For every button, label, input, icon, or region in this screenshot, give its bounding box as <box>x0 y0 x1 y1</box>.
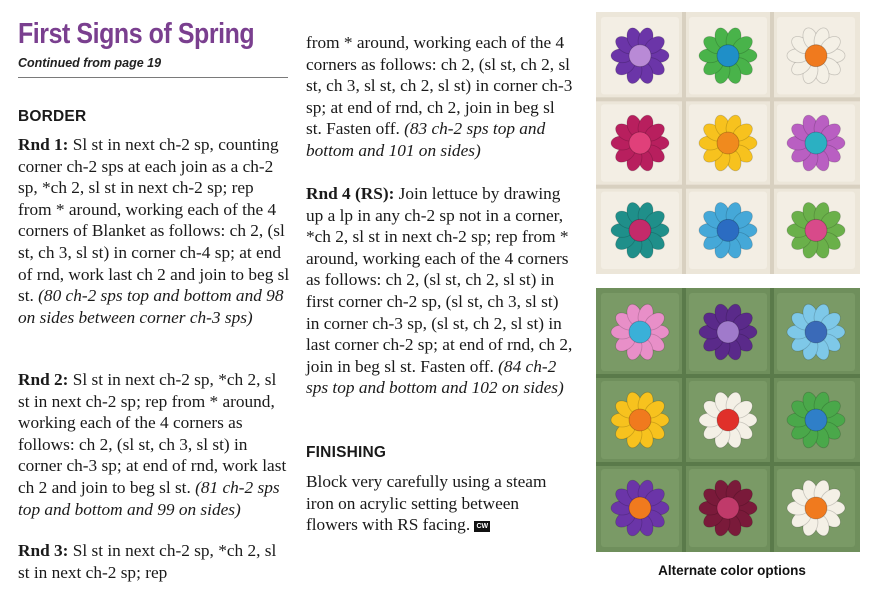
title-rule <box>18 77 288 78</box>
flower-center <box>717 409 739 431</box>
flower-motif <box>777 104 855 181</box>
flower-motif <box>601 192 679 269</box>
flower-motif <box>601 381 679 459</box>
flower-center <box>805 132 827 154</box>
flower-motif <box>689 293 767 371</box>
seam <box>596 462 860 466</box>
seam <box>682 12 686 274</box>
seam <box>596 97 860 101</box>
border-heading: BORDER <box>18 108 87 125</box>
flower-motif <box>689 104 767 181</box>
flower-center <box>805 321 827 343</box>
flower-center <box>717 219 739 241</box>
rnd2-label: Rnd 2: <box>18 370 69 389</box>
seam <box>596 185 860 189</box>
blanket-photo-green <box>596 288 860 552</box>
flower-motif <box>601 104 679 181</box>
rnd4-note: (84 ch-2 sps top and bottom and 102 on sides) <box>306 356 564 398</box>
flower-motif <box>689 17 767 94</box>
flower-center <box>629 219 651 241</box>
rnd1-text: Sl st in next ch-2 sp, counting corner ch-2 sps at each join as a ch-2 sp, *ch 2, sl st in next ch-2 sp; rep from * around, working each of the 4 corners of Blanket as follows: ch 2, (sl st, ch 3, sl st) in corner ch-4 sp; at end of rnd, work last ch 2 and join to beg sl st. <box>18 135 290 306</box>
flower-motif <box>777 192 855 269</box>
seam <box>596 374 860 378</box>
rnd3-text-cont: from * around, working each of the 4 corners as follows: ch 2, (sl st, ch 2, sl st, ch 3, sl st, ch 2, sl st) in corner ch-3 sp; at end of rnd, ch 2, join in beg sl st. Fasten off. <box>306 33 573 139</box>
flower-center <box>629 497 651 519</box>
seam <box>682 288 686 552</box>
flower-center <box>805 497 827 519</box>
rnd4-text: Join lettuce by drawing up a lp in any ch-2 sp not in a corner, *ch 2, sl st in next ch-2 sp; rep from * around, working each of the 4 corners as follows: ch 2, (sl st, ch 2, sl st) in first corner ch-2 sp, (sl st, ch 3, sl st) in corner ch-3 sp, (sl st, ch 2, sl st) in last corner ch-2 sp; at end of rnd, ch 2, join in beg sl st. Fasten off. <box>306 184 573 376</box>
seam <box>770 288 774 552</box>
flower-center <box>717 497 739 519</box>
flower-motif <box>689 469 767 547</box>
flower-center <box>805 219 827 241</box>
flower-motif <box>601 469 679 547</box>
flower-center <box>717 45 739 67</box>
flower-center <box>629 321 651 343</box>
flower-center <box>717 321 739 343</box>
cw-end-logo: CW <box>476 523 489 531</box>
photo-caption: Alternate color options <box>658 563 806 578</box>
flower-motif <box>689 381 767 459</box>
flower-motif <box>601 293 679 371</box>
flower-motif <box>777 293 855 371</box>
flower-motif <box>777 17 855 94</box>
flower-center <box>629 132 651 154</box>
page-title: First Signs of Spring <box>18 18 255 50</box>
flower-center <box>629 409 651 431</box>
flower-motif <box>777 469 855 547</box>
rnd3-label: Rnd 3: <box>18 541 69 560</box>
flower-grid-green <box>596 288 860 552</box>
rnd1-note: (80 ch-2 sps top and bottom and 98 on sides between corner ch-3 sps) <box>18 286 284 327</box>
rnd3-note: (83 ch-2 sps top and bottom and 101 on sides) <box>306 119 546 160</box>
flower-motif <box>777 381 855 459</box>
flower-center <box>629 45 651 67</box>
flower-center <box>717 132 739 154</box>
rnd4-paragraph <box>306 183 574 399</box>
rnd2-note: (81 ch-2 sps top and bottom and 99 on sides) <box>18 477 280 519</box>
flower-center <box>805 409 827 431</box>
blanket-photo-cream <box>596 12 860 274</box>
finishing-heading: FINISHING <box>306 444 387 461</box>
seam <box>770 12 774 274</box>
rnd4-label: Rnd 4 (RS): <box>306 184 395 203</box>
rnd1-paragraph <box>18 134 290 328</box>
rnd3-start <box>18 540 290 583</box>
flower-grid-cream <box>596 12 860 274</box>
rnd2-text: Sl st in next ch-2 sp, *ch 2, sl st in next ch-2 sp; rep from * around, working each of the 4 corners as follows: ch 2, (sl st, ch 3, sl st) in corner ch-3 sp; at end of rnd, work last ch 2 and join to beg sl st. <box>18 370 287 497</box>
continued-note: Continued from page 19 <box>18 56 162 70</box>
flower-motif <box>689 192 767 269</box>
flower-center <box>805 45 827 67</box>
flower-motif <box>601 17 679 94</box>
finishing-text: Block very carefully using a steam iron on acrylic setting between flowers with RS facing. <box>306 472 547 535</box>
rnd3-continued <box>306 32 574 162</box>
rnd3-text-start: Sl st in next ch-2 sp, *ch 2, sl st in next ch-2 sp; rep <box>18 541 277 582</box>
finishing-paragraph <box>306 471 574 536</box>
rnd1-label: Rnd 1: <box>18 135 69 154</box>
rnd2-paragraph <box>18 369 290 520</box>
